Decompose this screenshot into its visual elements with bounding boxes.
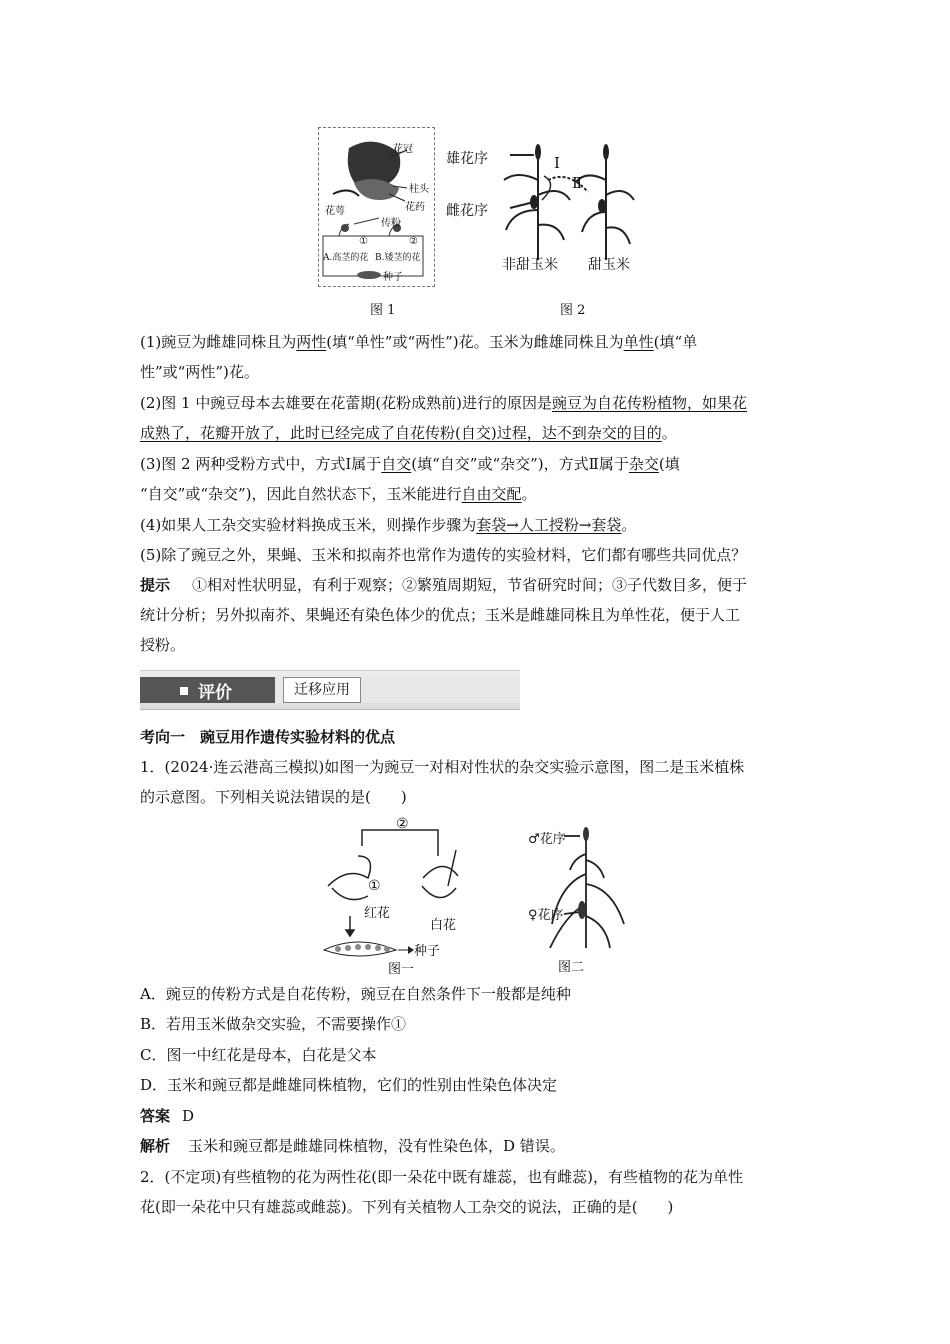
figure-two-corn [530,824,640,974]
q5-line: (5)除了豌豆之外，果蝇、玉米和拟南芥也常作为遗传的实验材料，它们都有哪些共同优点？ [140,546,747,564]
hint-line-2: 统计分析；另外拟南芥、果蝇还有染色体少的优点；玉米是雌雄同株且为单性花，便于人工 [140,606,741,624]
q1-stem-line-2: 的示意图。下列相关说法错误的是( ) [140,788,407,806]
q2-line: (2)图 1 中豌豆母本去雄要在花蕾期(花粉成熟前)进行的原因是豌豆为自花传粉植物，如果花 [140,394,748,412]
label-red-flower: 红花 [364,906,391,921]
label-nonsweet-corn: 非甜玉米 [502,257,558,273]
label-step-2: ② [396,816,409,832]
label-sweet-corn: 甜玉米 [588,257,630,273]
label-mode-1: Ⅰ [554,154,560,172]
option-b: B．若用玉米做杂交实验，不需要操作① [140,1015,407,1033]
q2-line-2: 成熟了，花瓣开放了，此时已经完成了自花传粉(自交)过程，达不到杂交的目的。 [140,424,677,442]
label-flower-a: A.高茎的花 [323,253,369,263]
hint-label: 提示 [140,576,171,594]
label-calyx: 花萼 [325,206,345,217]
label-mode-2: Ⅱ [572,174,583,192]
figure-2-corn [448,140,648,280]
label-male-inflorescence: 雄花序 [446,151,488,167]
hint-line-1: 提示 ①相对性状明显，有利于观察；②繁殖周期短，节省研究时间；③子代数目多，便于 [140,576,748,594]
label-step2: ② [409,236,418,247]
q4-line: (4)如果人工杂交实验材料换成玉米，则操作步骤为套袋→人工授粉→套袋。 [140,516,637,534]
label-white-flower: 白花 [430,918,457,933]
caption-figure-two: 图二 [558,960,585,975]
figure-1-pea [318,127,435,287]
answer-unisexual: 单性 [623,333,654,351]
section-heading: 考向一 豌豆用作遗传实验材料的优点 [140,728,396,746]
label-flower-b: B.矮茎的花 [375,253,421,263]
section-banner [140,670,520,710]
answer-label: 答案 [140,1107,171,1125]
analysis-text: 玉米和豌豆都是雌雄同株植物，没有性染色体，D 错误。 [188,1137,565,1155]
q3-line: (3)图 2 两种受粉方式中，方式Ⅰ属于自交(填“自交”或“杂交”)，方式Ⅱ属于杂交(填 [140,455,680,473]
label-seed-mid: 种子 [414,944,441,959]
caption-figure-one: 图一 [388,962,415,977]
banner-subtitle: 迁移应用 [283,677,361,703]
option-a: A．豌豆的传粉方式是自花传粉，豌豆在自然条件下一般都是纯种 [140,985,571,1003]
option-c: C．图一中红花是母本，白花是父本 [140,1046,377,1064]
analysis-label: 解析 [140,1137,171,1155]
label-male-inflorescence-mid: ♂花序 [528,832,566,847]
answer-line [140,1105,820,1127]
banner-title: 评价 [198,683,232,703]
square-icon [180,687,188,695]
label-female-inflorescence-mid: ♀花序 [528,908,564,923]
q3-line-2: “自交”或“杂交”)，因此自然状态下，玉米能进行自由交配。 [140,485,537,503]
label-pollination: 传粉 [381,218,401,229]
q1-line: (1)豌豆为雌雄同株且为两性(填“单性”或“两性”)花。玉米为雌雄同株且为单性(填“单 [140,333,698,351]
pea-cross-illustration [318,816,468,976]
q2-stem-line-2: 花(即一朵花中只有雄蕊或雌蕊)。下列有关植物人工杂交的说法，正确的是( ) [140,1198,674,1216]
option-d: D．玉米和豌豆都是雌雄同株植物，它们的性别由性染色体决定 [140,1076,558,1094]
label-corolla: 花冠 [393,144,413,155]
label-step-1: ① [368,878,381,894]
label-step1: ① [359,236,368,247]
label-anther: 花药 [405,202,425,213]
label-stigma: 柱头 [409,184,429,195]
label-female-inflorescence: 雌花序 [446,203,488,219]
answer-value: D [182,1107,195,1125]
figure-one-pea-cross [318,816,468,976]
answer-bisexual: 两性 [296,333,327,351]
caption-figure-1: 图 1 [370,303,396,318]
hint-line-3: 授粉。 [140,636,186,654]
banner-dark-block [140,677,275,703]
analysis-line [140,1135,820,1157]
q1-line-2: 性”或“两性”)花。 [140,363,259,381]
label-seed: 种子 [383,272,403,283]
q1-stem-line-1: 1．(2024·连云港高三模拟)如图一为豌豆一对相对性状的杂交实验示意图，图二是玉米植株 [140,758,745,776]
caption-figure-2: 图 2 [560,303,586,318]
q2-stem-line-1: 2．(不定项)有些植物的花为两性花(即一朵花中既有雄蕊，也有雌蕊)，有些植物的花为单性 [140,1168,743,1186]
